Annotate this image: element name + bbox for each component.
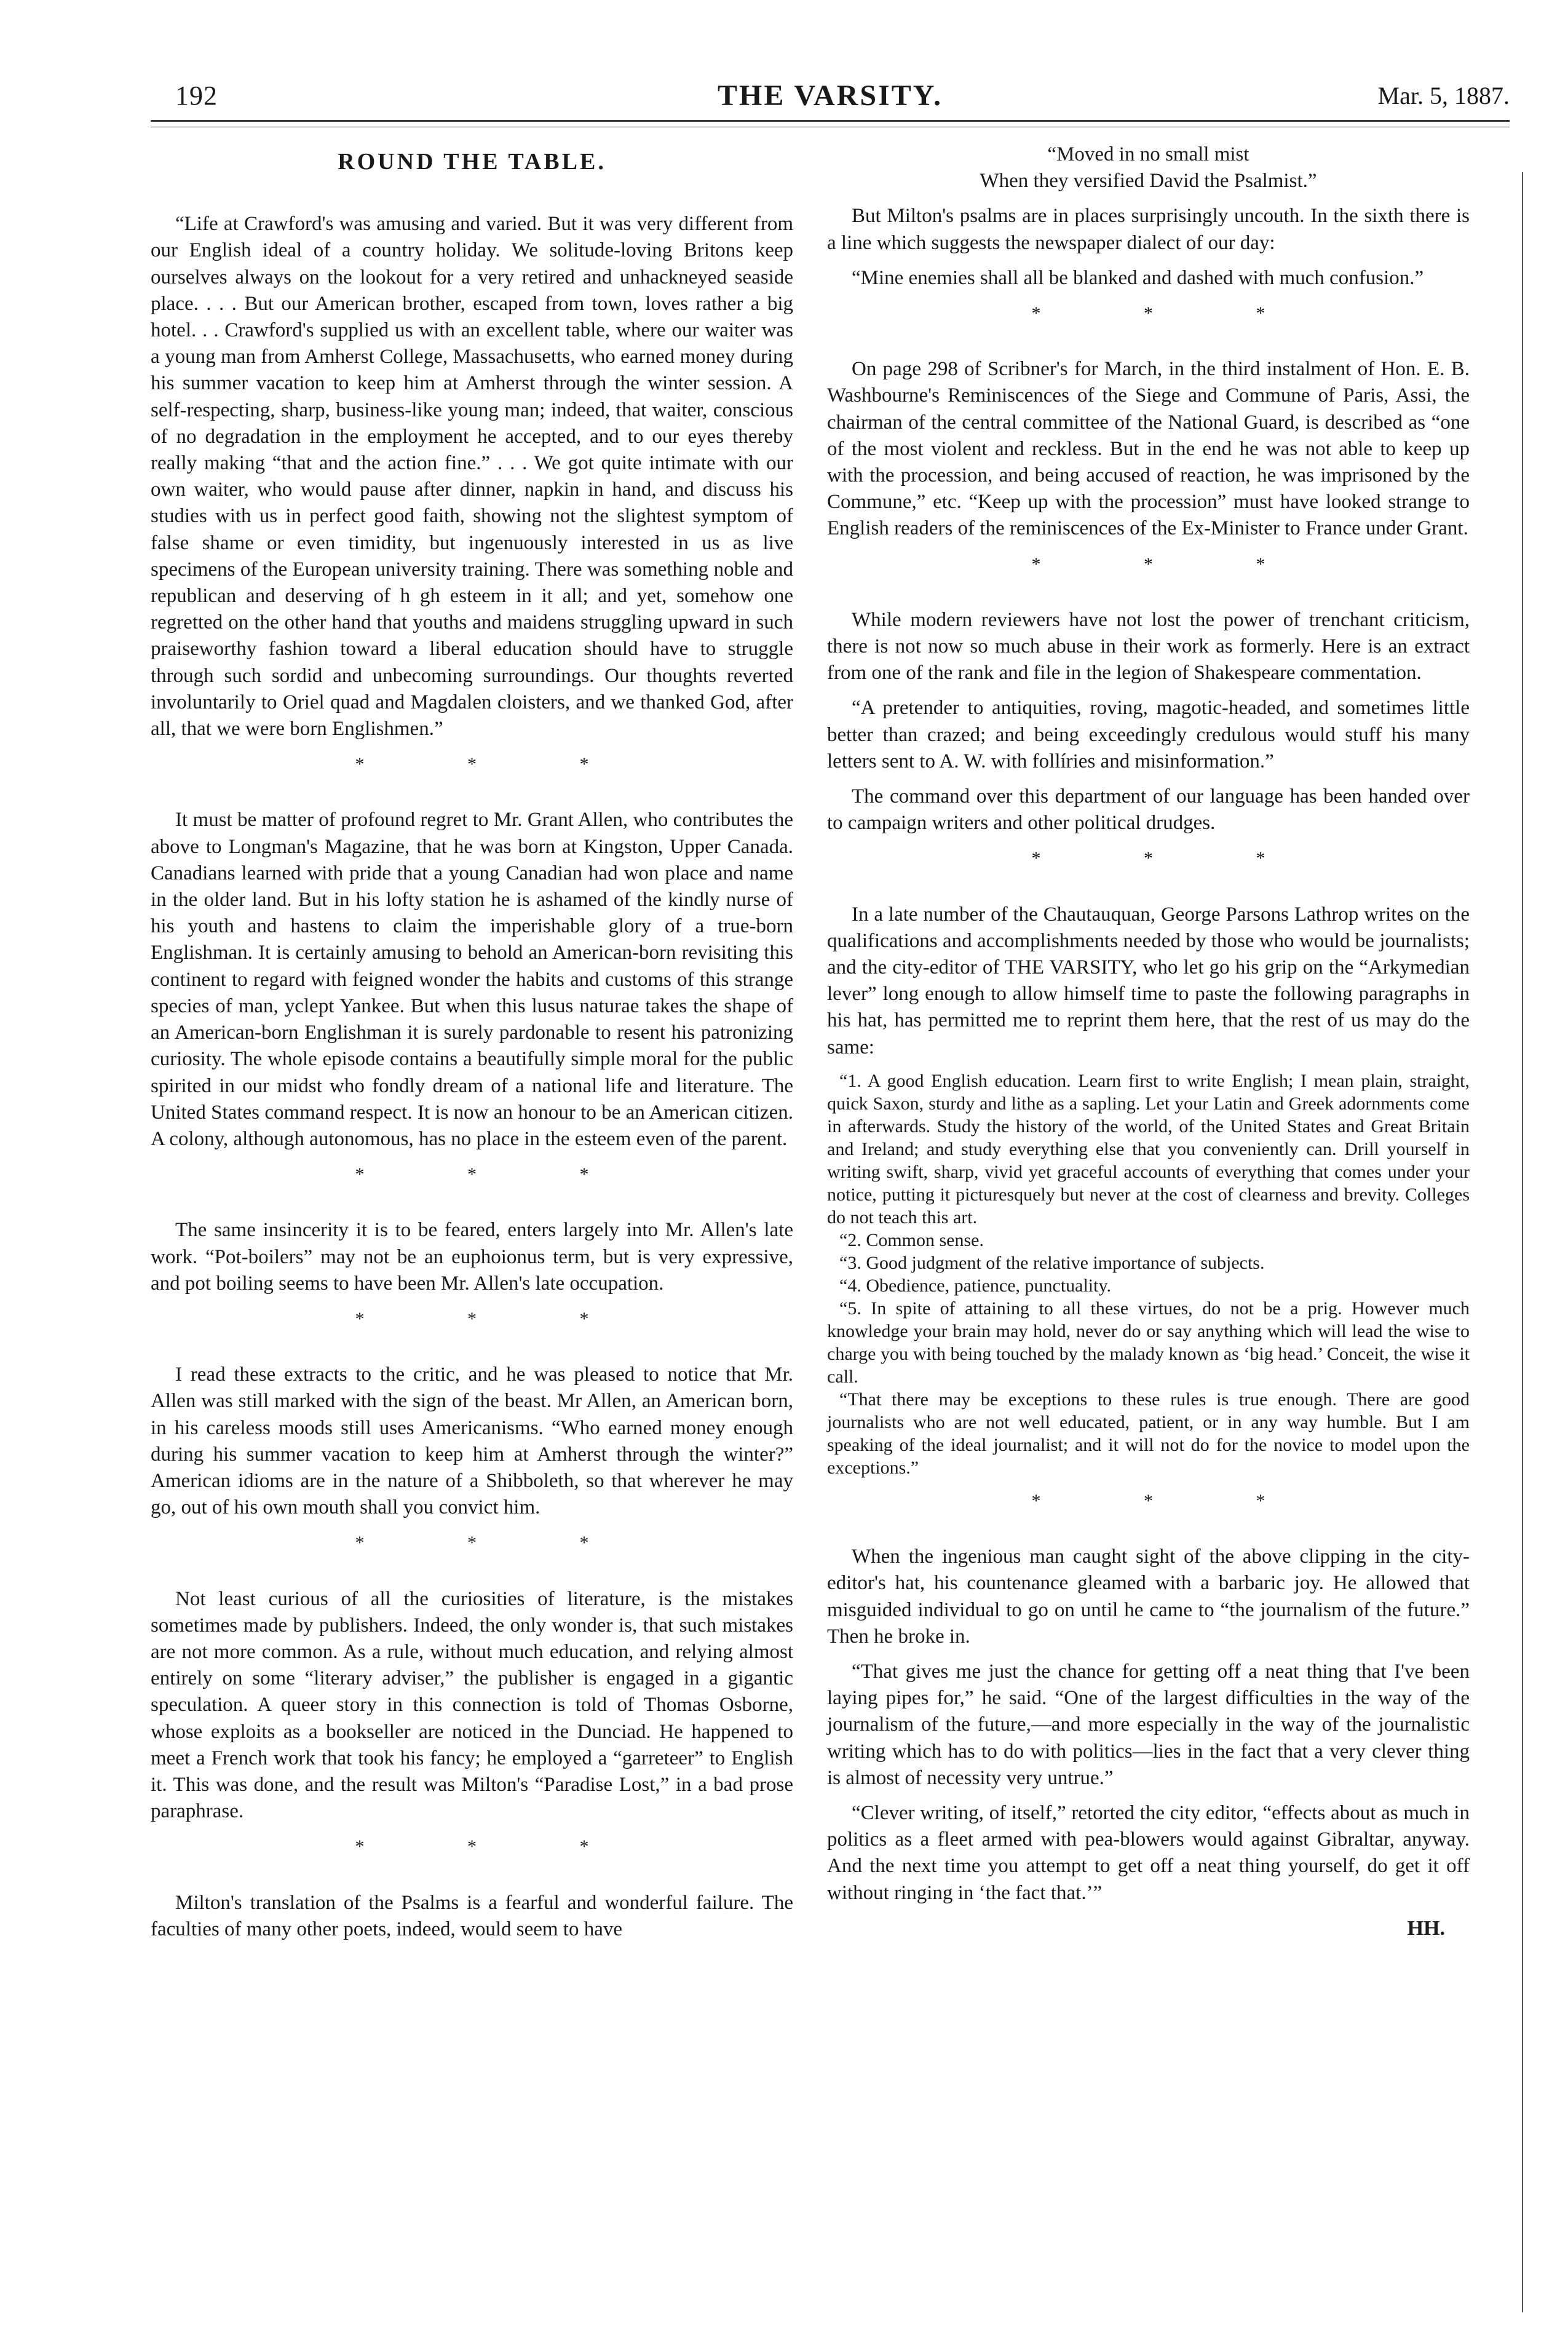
author-signature: HH. <box>1407 1916 1445 1940</box>
newspaper-title: THE VARSITY. <box>718 79 943 112</box>
paragraph: “Mine enemies shall all be blanked and dashed with much confusion.” <box>852 266 1424 289</box>
paragraph: It must be matter of profound regret to Mr. Grant Allen, who contributes the above to Longman's Magazine, that he was born at Kingston, Upper Canada. Canadians learned with pride that a young Canadian had won place and name in the older land. But in his lofty station he is ashamed of the kindly nurse of his youth and hastens to claim the imperishable glory of a true-born Englishman. It is certainly amusing to behold an American-born revisiting this continent to regard with feigned wonder the habits and customs of this strange species of man, yclept Yankee. But when this lusus naturae takes the shape of an American-born Englishman it is surely pardonable to resent his patronizing curiosity. The whole episode contains a beautifully simple moral for the public spirited in our midst who fondly dream of a national life and literature. The United States command respect. It is now an honour to be an American citizen. A colony, although autonomous, has no place in the esteem even of the parent. <box>151 809 793 1150</box>
page-edge-mark <box>1522 172 1527 2312</box>
paragraph: The same insincerity it is to be feared, enters largely into Mr. Allen's late work. “Pot-boilers” may not be an euphoionus term, but is very expressive, and pot boiling seems to have been Mr. Allen's late occupation. <box>151 1219 793 1295</box>
paragraph: The command over this department of our language has been handed over to campaign writers and other political drudges. <box>827 785 1470 835</box>
issue-date: Mar. 5, 1887. <box>1377 82 1510 109</box>
section-heading: ROUND THE TABLE. <box>338 149 606 175</box>
paragraph: Milton's translation of the Psalms is a fearful and wonderful failure. The faculties of many other poets, indeed, would seem to have <box>151 1891 793 1940</box>
paragraph: Not least curious of all the curiosities of literature, is the mistakes sometimes made by publishers. Indeed, the only wonder is, that such mistakes are not more common. As a rule, without much education, and relying almost entirely on some “literary adviser,” the publisher is engaged in a gigantic speculation. A queer story in this connection is told of Thomas Osborne, whose exploits as a bookseller are noticed in the Dunciad. He happened to meet a French work that took his fancy; he employed a “garreteer” to English it. This was done, and the result was Milton's “Paradise Lost,” in a bad prose paraphrase. <box>151 1587 793 1823</box>
list-item: “4. Obedience, patience, punctuality. <box>839 1275 1112 1296</box>
list-item: “1. A good English education. Learn first to write English; I mean plain, straight, quick Saxon, sturdy and lithe as a sapling. Let your Latin and Greek adornments come in afterwards. Study the history of the world, of the United States and Great Britain and Ireland; and study everything else that you conveniently can. Drill yourself in writing swift, sharp, vivid yet graceful accounts of everything that comes under your notice, putting it picturesquely but never at the cost of clearness and brevity. Colleges do not teach this art. <box>827 1070 1470 1228</box>
paragraph: But Milton's psalms are in places surprisingly uncouth. In the sixth there is a line which suggests the newspaper dialect of our day: <box>827 205 1470 254</box>
list-item: “2. Common sense. <box>839 1229 984 1250</box>
paragraph: While modern reviewers have not lost the power of trenchant criticism, there is not now so much abuse in their work as formerly. Here is an extract from one of the rank and file in the legion of Shakespeare commentation. <box>827 608 1470 684</box>
section-divider: * * * <box>355 754 638 775</box>
list-item: “That there may be exceptions to these rules is true enough. There are good journalists who are not well educated, patient, or in any way humble. But I am speaking of the ideal journalist; and it will not do for the novice to model upon the exceptions.” <box>827 1389 1470 1478</box>
left-column <box>151 141 793 1951</box>
paragraph: “Clever writing, of itself,” retorted the city editor, “effects about as much in politics as a fleet armed with pea-blowers would against Gibraltar, anyway. And the next time you attempt to get off a neat thing yourself, do get it off without ringing in ‘the fact that.’” <box>827 1801 1470 1904</box>
paragraph: When the ingenious man caught sight of the above clipping in the city-editor's hat, his countenance gleamed with a barbaric joy. He allowed that misguided individual to go on until he came to “the journalism of the future.” Then he broke in. <box>827 1545 1470 1648</box>
paragraph: I read these extracts to the critic, and he was pleased to notice that Mr. Allen was still marked with the sign of the beast. Mr Allen, an American born, in his careless moods still uses Americanisms. “Who earned money enough during his summer vacation to keep him at Amherst through the winter?” American idioms are in the nature of a Shibboleth, so that wherever he may go, out of his own mouth shall you convict him. <box>151 1363 793 1519</box>
paragraph: On page 298 of Scribner's for March, in the third instalment of Hon. E. B. Washbourne's Reminiscences of the Siege and Commune of Paris, Assi, the chairman of the central committee of the National Guard, is described as “one of the most violent and reckless. But in the end he was not able to keep up with the procession, and being accused of reaction, he was imprisoned by the Commune,” etc. “Keep up with the procession” must have looked strange to English readers of the reminiscences of the Ex-Minister to France under Grant. <box>827 358 1470 540</box>
paragraph: “That gives me just the chance for getting off a neat thing that I've been laying pipes for,” he said. “One of the largest difficulties in the way of the journalism of the future,—and more especially in the way of the journalistic writing which has to do with politics—lies in the fact that a very clever thing is almost of necessity very untrue.” <box>827 1660 1470 1789</box>
section-divider: * * * <box>355 1836 638 1857</box>
list-item: “5. In spite of attaining to all these virtues, do not be a prig. However much knowledge your brain may hold, never do or say anything which will lead the wise to charge you with being touched by the malady known as ‘big head.’ Conceit, the wise it call. <box>827 1298 1470 1387</box>
header-rule <box>151 120 1510 122</box>
verse-line: When they versified David the Psalmist.” <box>980 170 1317 192</box>
section-divider: * * * <box>355 1533 638 1553</box>
verse-line: “Moved in no small mist <box>1047 143 1249 165</box>
paragraph: In a late number of the Chautauquan, George Parsons Lathrop writes on the qualifications and accomplishments needed by those who would be journalists; and the city-editor of THE VARSITY, who let go his grip on the “Arkymedian lever” long enough to allow himself time to paste the following paragraphs in his hat, has permitted me to reprint them here, that the rest of us may do the same: <box>827 903 1470 1058</box>
section-divider: * * * <box>1031 303 1315 324</box>
paragraph: “A pretender to antiquities, roving, magotic-headed, and sometimes little better than crazed; and being exceedingly credulous would stuff his many letters sent to A. W. with follíries and misinformation.” <box>827 697 1470 772</box>
section-divider: * * * <box>1031 848 1315 869</box>
section-divider: * * * <box>355 1308 638 1329</box>
right-column <box>827 141 1470 1942</box>
section-divider: * * * <box>1031 554 1315 574</box>
page-number: 192 <box>175 81 218 111</box>
masthead <box>151 74 1510 117</box>
section-divider: * * * <box>355 1164 638 1185</box>
section-divider: * * * <box>1031 1490 1315 1511</box>
list-item: “3. Good judgment of the relative importance of subjects. <box>839 1252 1265 1273</box>
paragraph: “Life at Crawford's was amusing and varied. But it was very different from our English ideal of a country holiday. We solitude-loving Britons keep ourselves always on the lookout for a very retired and unhackneyed seaside place. . . . But our American brother, escaped from town, loves rather a big hotel. . . Crawford's supplied us with an excellent table, where our waiter was a young man from Amherst College, Massachusetts, who earned money during his summer vacation to keep him at Amherst through the winter session. A self-respecting, sharp, business-like young man; indeed, that waiter, conscious of no degradation in the employment he accepted, and to our eyes thereby really making “that and the action fine.” . . . We got quite intimate with our own waiter, who would pause after dinner, napkin in hand, and discuss his studies with us in perfect good faith, showing not the slightest symptom of false shame or even timidity, but ingenuously interested in us as live specimens of the European university training. There was something noble and republican and deserving of h gh esteem in it all; and yet, somehow one regretted on the other hand that youths and maidens struggling upward in such praiseworthy fashion toward a liberal education should have to struggle through such sordid and unbecoming surroundings. Our thoughts reverted involuntarily to Oriel quad and Magdalen cloisters, and we thanked God, after all, that we were born Englishmen.” <box>151 213 793 740</box>
quoted-list <box>827 1069 1470 1479</box>
